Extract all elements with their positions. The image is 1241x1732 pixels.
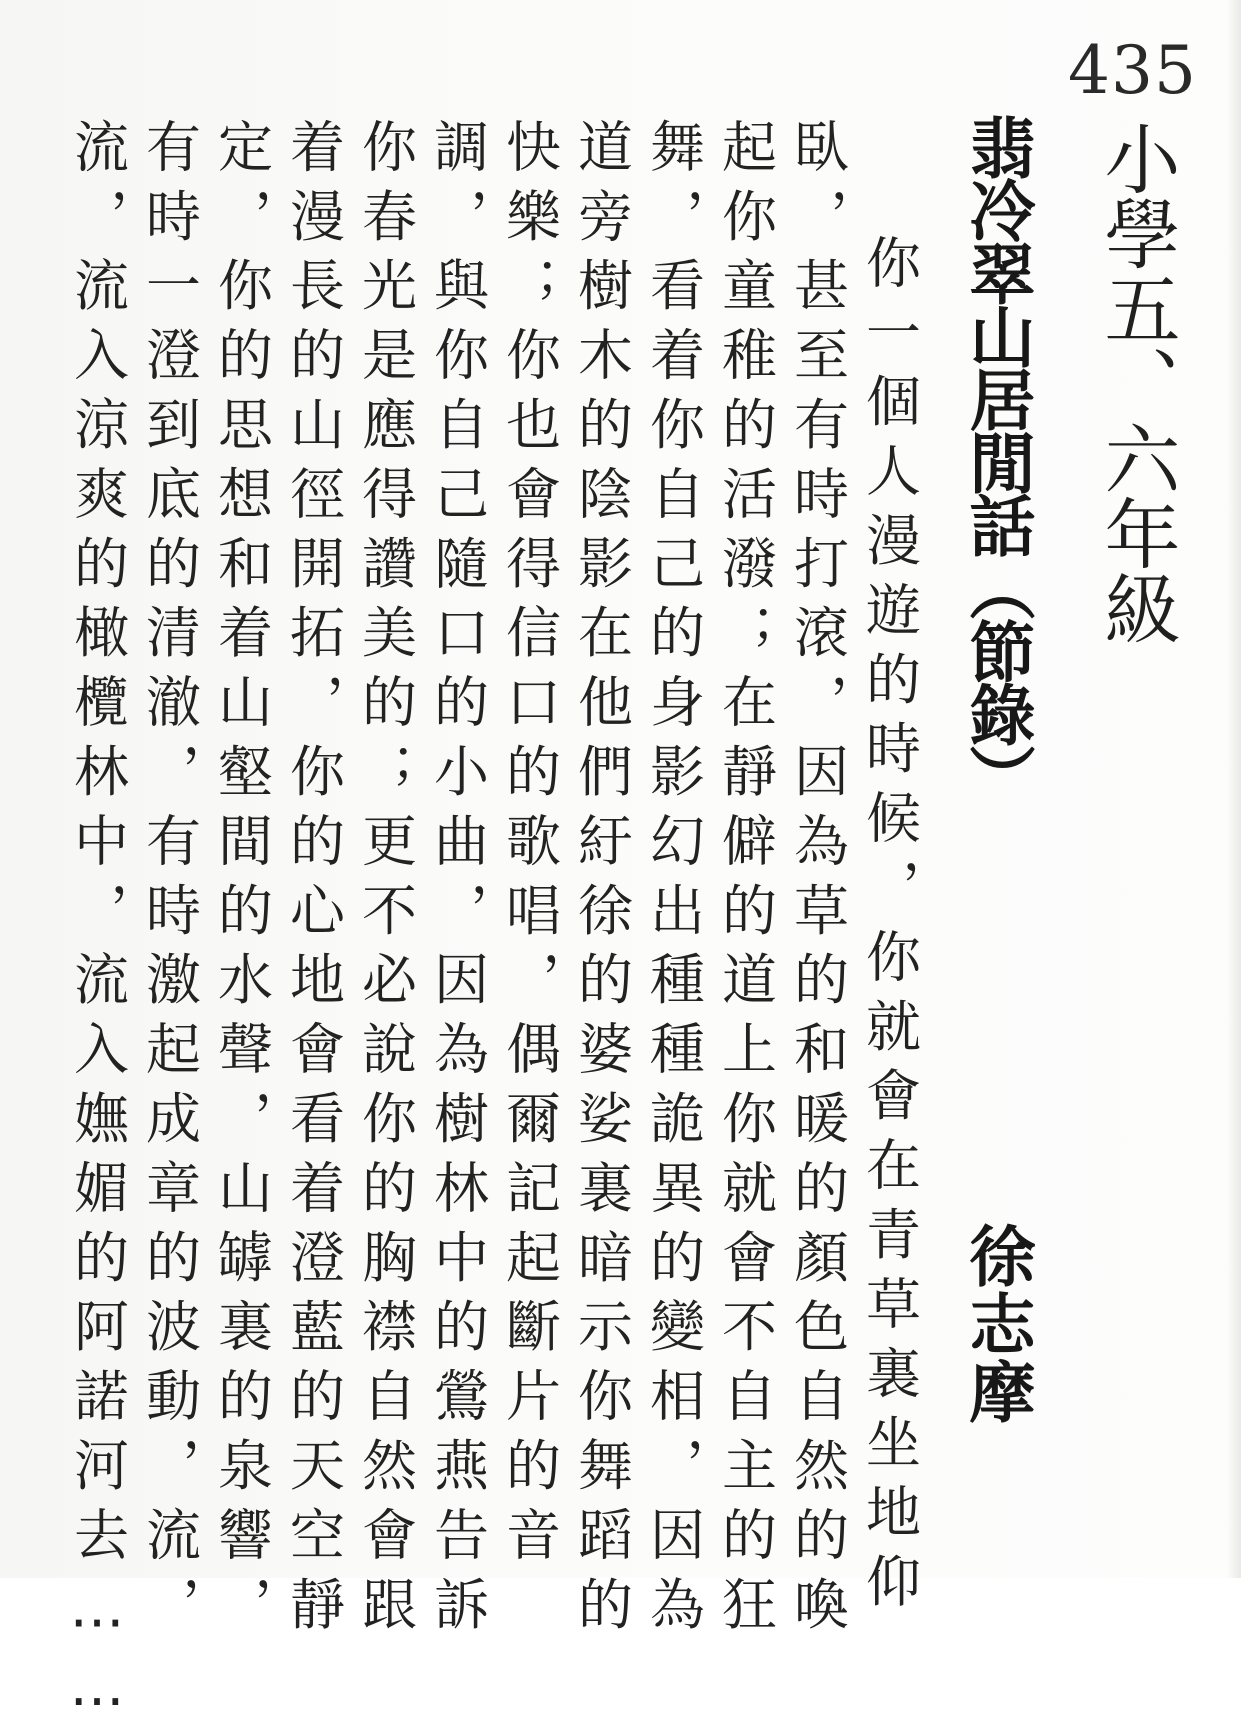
body-column-9: 着漫長的山徑開拓，你的心地會看着澄藍的天空靜 xyxy=(281,118,345,1645)
page-number: 435 xyxy=(1068,32,1197,109)
body-column-5: 道旁樹木的陰影在他們紆徐的婆娑裏暗示你舞蹈的 xyxy=(569,118,633,1645)
author-name: 徐志摩 xyxy=(958,1222,1035,1426)
body-column-3: 起你童稚的活潑；在靜僻的道上你就會不自主的狂 xyxy=(713,118,777,1645)
body-column-1: 你一個人漫遊的時候，你就會在青草裏坐地仰 xyxy=(857,234,921,1622)
page-edge-shadow xyxy=(1227,0,1241,1578)
body-column-2: 臥，甚至有時打滾，因為草的和暖的顏色自然的喚 xyxy=(785,118,849,1645)
body-column-7: 調，與你自己隨口的小曲，因為樹林中的鶯燕告訴 xyxy=(425,118,489,1645)
article-title: 翡冷翠山居閒話（節錄） xyxy=(958,114,1035,807)
body-column-6: 快樂；你也會得信口的歌唱，偶爾記起斷片的音 xyxy=(497,118,561,1576)
body-column-4: 舞，看着你自己的身影幻出種種詭異的變相，因為 xyxy=(641,118,705,1645)
body-column-8: 你春光是應得讚美的；更不必說你的胸襟自然會跟 xyxy=(353,118,417,1645)
body-column-11: 有時一澄到底的清澈，有時激起成章的波動，流， xyxy=(137,118,201,1645)
grade-heading: 小學五、六年級 xyxy=(1092,120,1181,645)
body-column-12: 流，流入涼爽的橄欖林中，流入嫵媚的阿諾河去…… xyxy=(65,118,129,1732)
body-column-10: 定，你的思想和着山壑間的水聲，山罅裏的泉響， xyxy=(209,118,273,1645)
